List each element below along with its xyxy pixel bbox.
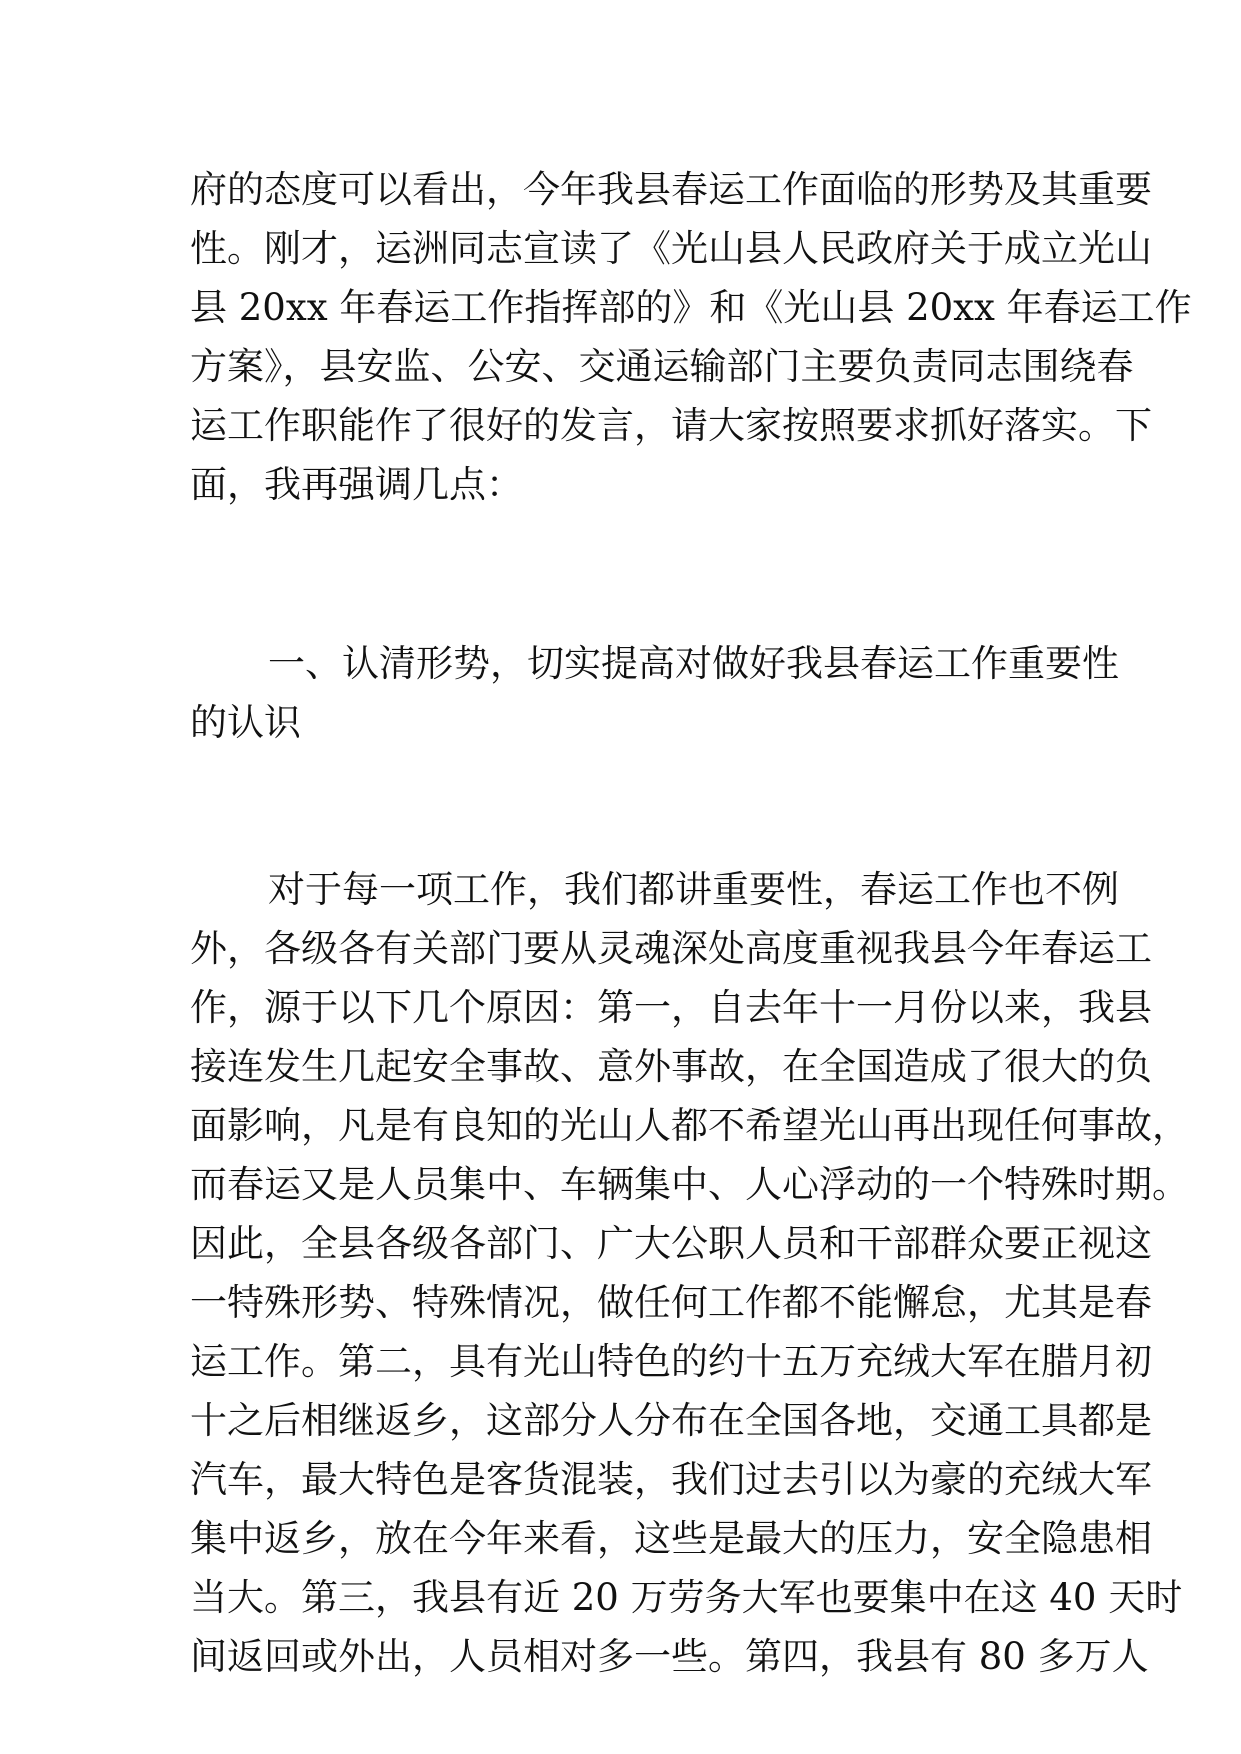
body-paragraph [190,860,1189,1686]
paragraph-line: 集中返乡，放在今年来看，这些是最大的压力，安全隐患相 [190,1517,1152,1560]
paragraph-line: 府的态度可以看出，今年我县春运工作面临的形势及其重要 [190,168,1152,211]
paragraph-line: 外，各级各有关部门要从灵魂深处高度重视我县今年春运工 [190,927,1152,970]
paragraph-line: 方案》，县安监、公安、交通运输部门主要负责同志围绕春 [190,345,1134,388]
paragraph-line: 面，我再强调几点： [190,463,523,506]
paragraph-line: 间返回或外出，人员相对多一些。第四，我县有 80 多万人 [190,1635,1149,1678]
paragraph-line: 一特殊形势、特殊情况，做任何工作都不能懈怠，尤其是春 [190,1281,1152,1324]
document-body [190,160,1192,1686]
heading-line: 的认识 [190,701,301,744]
section-heading [190,634,1119,752]
paragraph-line: 而春运又是人员集中、车辆集中、人心浮动的一个特殊时期。 [190,1163,1189,1206]
paragraph-line: 因此，全县各级各部门、广大公职人员和干部群众要正视这 [190,1222,1152,1265]
paragraph-line: 作，源于以下几个原因：第一，自去年十一月份以来，我县 [190,986,1152,1029]
paragraph-line: 十之后相继返乡，这部分人分布在全国各地，交通工具都是 [190,1399,1152,1442]
paragraph-line: 运工作。第二，具有光山特色的约十五万充绒大军在腊月初 [190,1340,1152,1383]
paragraph-line: 对于每一项工作，我们都讲重要性，春运工作也不例 [268,868,1119,911]
paragraph-line: 面影响，凡是有良知的光山人都不希望光山再出现任何事故， [190,1104,1189,1147]
paragraph-line: 性。刚才，运洲同志宣读了《光山县人民政府关于成立光山 [190,227,1152,270]
heading-line: 一、认清形势，切实提高对做好我县春运工作重要性 [268,642,1119,685]
paragraph-line: 接连发生几起安全事故、意外事故，在全国造成了很大的负 [190,1045,1152,1088]
paragraph-line: 当大。第三，我县有近 20 万劳务大军也要集中在这 40 天时 [190,1576,1183,1619]
paragraph-spacer [190,752,1060,860]
paragraph-line: 汽车，最大特色是客货混装，我们过去引以为豪的充绒大军 [190,1458,1152,1501]
intro-paragraph [190,160,1192,514]
paragraph-spacer [190,514,1060,634]
paragraph-line: 运工作职能作了很好的发言，请大家按照要求抓好落实。下 [190,404,1152,447]
paragraph-line: 县 20xx 年春运工作指挥部的》和《光山县 20xx 年春运工作 [190,286,1192,329]
